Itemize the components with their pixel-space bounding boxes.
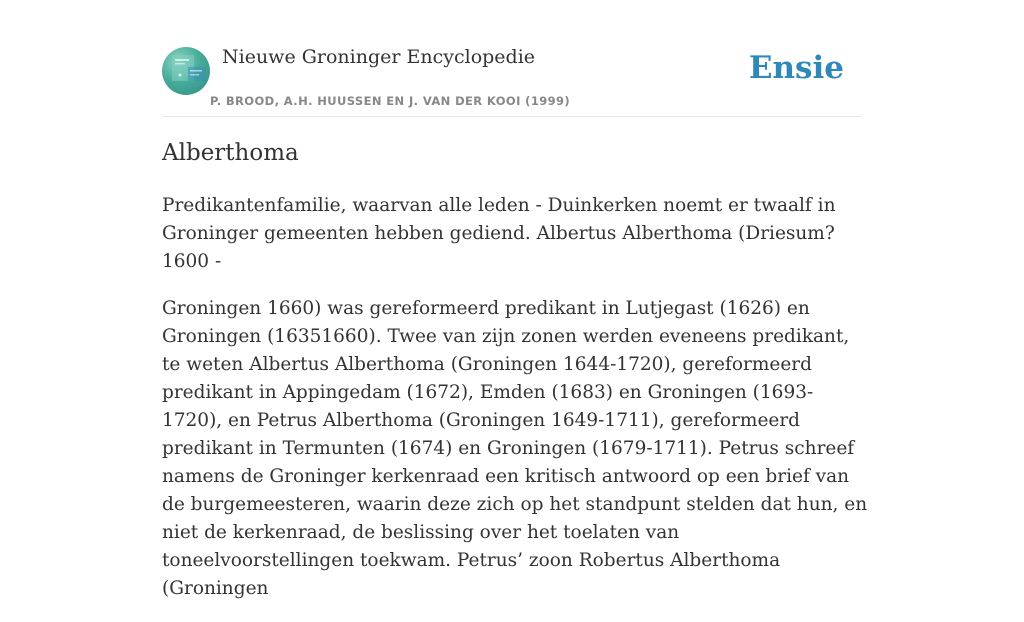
article-paragraph: Groningen 1660) was gereformeerd predikant in Lutjegast (1626) en Groningen (16351660). Twee van zijn zonen werden eveneens predikant, te weten Albertus Alberthoma (Groningen 1644-1720), gereformeerd predikant in Appingedam (1672), Emden (1683) en Groningen (1693-1720), en Petrus Alberthoma (Groningen 1649-1711), gereformeerd predikant in Termunten (1674) en Groningen (1679-1711). Petrus schreef namens de Groninger kerkenraad een kritisch antwoord op een brief van de burgemeesteren, waarin deze zich op het standpunt stelden dat hun, en niet de kerkenraad, de beslissing over het toelaten van toneelvoorstellingen toekwam. Petrus’ zoon Robertus Alberthoma (Groningen [162, 298, 868, 599]
article-title: Alberthoma [162, 140, 299, 166]
book-authors: P. BROOD, A.H. HUUSSEN EN J. VAN DER KOOI (1999) [210, 94, 571, 108]
book-title[interactable]: Nieuwe Groninger Encyclopedie [222, 46, 536, 68]
ensie-logo[interactable]: Ensie [748, 50, 844, 86]
article-body [162, 192, 872, 622]
header [162, 0, 862, 117]
article-paragraph: Predikantenfamilie, waarvan alle leden - Duinkerken noemt er twaalf in Groninger gemeenten hebben gediend. Albertus Alberthoma (Driesum? 1600 - [162, 195, 836, 272]
book-cover-icon[interactable] [162, 47, 210, 95]
